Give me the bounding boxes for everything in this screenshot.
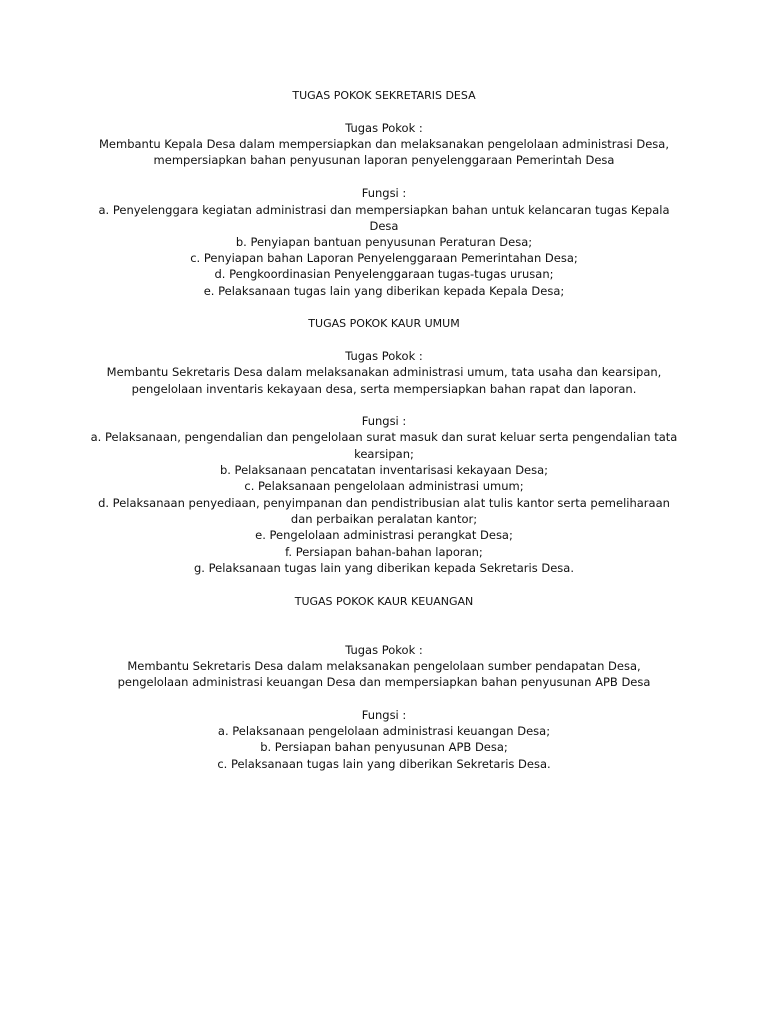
fungsi-line: c. Penyiapan bahan Laporan Penyelenggaraan Pemerintahan Desa;: [190, 251, 578, 265]
tugas-pokok-label: Tugas Pokok :: [345, 349, 423, 363]
fungsi-line: e. Pengelolaan administrasi perangkat Desa;: [255, 528, 513, 542]
fungsi-line: d. Pelaksanaan penyediaan, penyimpanan dan pendistribusian alat tulis kantor serta pemeliharaan: [98, 496, 670, 510]
fungsi-line: g. Pelaksanaan tugas lain yang diberikan kepada Sekretaris Desa.: [194, 561, 574, 575]
tugas-pokok-label: Tugas Pokok :: [345, 121, 423, 135]
fungsi-label: Fungsi :: [361, 186, 407, 200]
fungsi-line: a. Pelaksanaan pengelolaan administrasi keuangan Desa;: [217, 724, 551, 738]
tugas-pokok-line: pengelolaan administrasi keuangan Desa dan mempersiapkan bahan penyusunan APB Desa: [117, 675, 651, 689]
tugas-pokok-line: mempersiapkan bahan penyusunan laporan penyelenggaraan Pemerintah Desa: [153, 153, 615, 167]
fungsi-line: c. Pelaksanaan pengelolaan administrasi umum;: [244, 479, 524, 493]
section-heading: TUGAS POKOK KAUR UMUM: [308, 317, 460, 330]
fungsi-label: Fungsi :: [361, 414, 407, 428]
fungsi-line: b. Persiapan bahan penyusunan APB Desa;: [260, 740, 508, 754]
fungsi-line: c. Pelaksanaan tugas lain yang diberikan Sekretaris Desa.: [217, 757, 551, 771]
section-heading: TUGAS POKOK SEKRETARIS DESA: [292, 89, 476, 102]
fungsi-line: dan perbaikan peralatan kantor;: [290, 512, 478, 526]
fungsi-line: a. Penyelenggara kegiatan administrasi dan mempersiapkan bahan untuk kelancaran tugas Kepala: [98, 203, 670, 217]
fungsi-line: f. Persiapan bahan-bahan laporan;: [285, 545, 483, 559]
fungsi-line: kearsipan;: [354, 447, 414, 461]
fungsi-line: a. Pelaksanaan, pengendalian dan pengelolaan surat masuk dan surat keluar serta pengendalian tata: [90, 430, 678, 444]
fungsi-line: d. Pengkoordinasian Penyelenggaraan tugas-tugas urusan;: [214, 267, 554, 281]
fungsi-line: b. Penyiapan bantuan penyusunan Peraturan Desa;: [235, 235, 533, 249]
tugas-pokok-line: Membantu Kepala Desa dalam mempersiapkan dan melaksanakan pengelolaan administrasi Desa,: [99, 137, 669, 151]
fungsi-line: Desa: [369, 219, 399, 233]
tugas-pokok-line: pengelolaan inventaris kekayaan desa, serta mempersiapkan bahan rapat dan laporan.: [131, 382, 637, 396]
tugas-pokok-label: Tugas Pokok :: [345, 643, 423, 657]
fungsi-label: Fungsi :: [361, 708, 407, 722]
fungsi-line: b. Pelaksanaan pencatatan inventarisasi kekayaan Desa;: [219, 463, 549, 477]
tugas-pokok-line: Membantu Sekretaris Desa dalam melaksanakan pengelolaan sumber pendapatan Desa,: [127, 659, 641, 673]
section-heading: TUGAS POKOK KAUR KEUANGAN: [294, 595, 474, 608]
tugas-pokok-line: Membantu Sekretaris Desa dalam melaksanakan administrasi umum, tata usaha dan kearsipan,: [106, 365, 662, 379]
fungsi-line: e. Pelaksanaan tugas lain yang diberikan kepada Kepala Desa;: [203, 284, 565, 298]
